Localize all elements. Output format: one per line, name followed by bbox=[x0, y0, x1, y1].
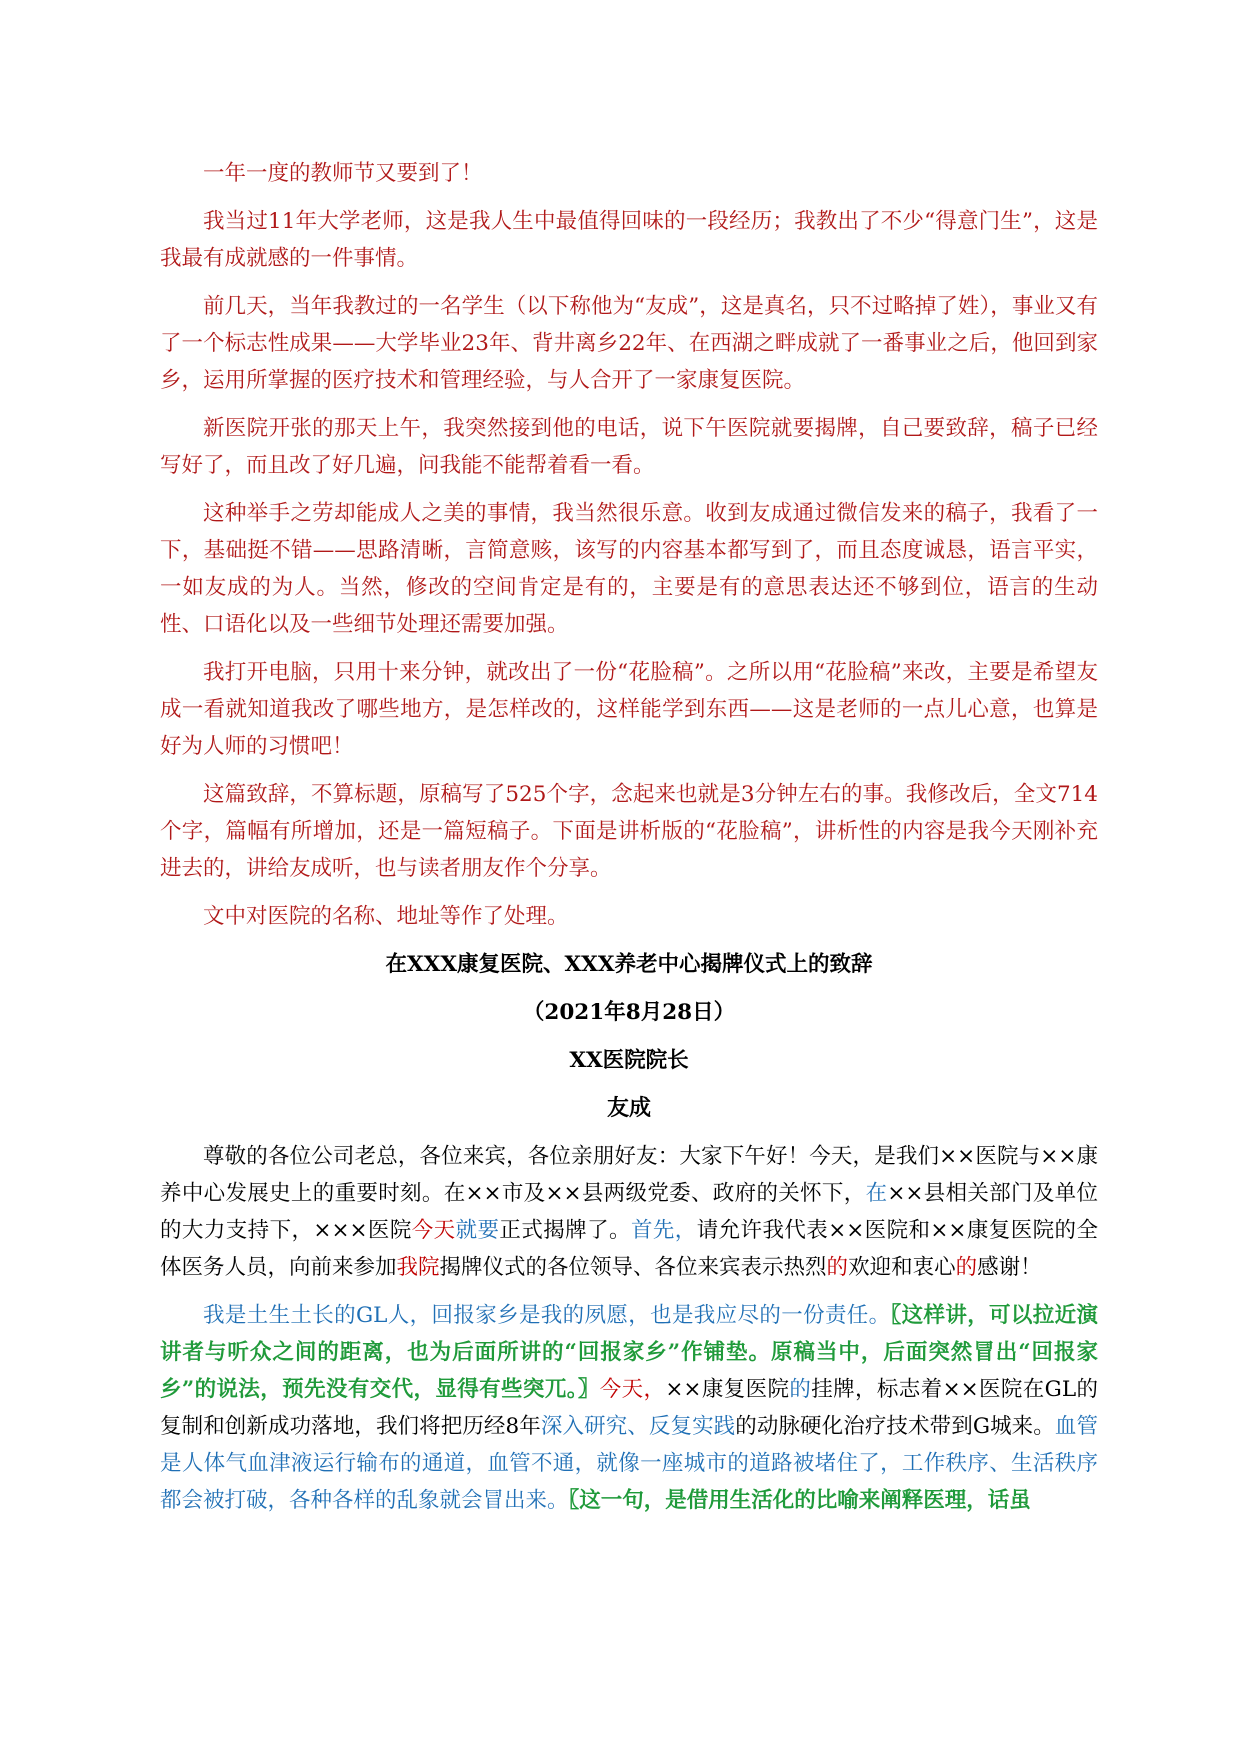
editor-comment: 〖这一句，是借用生活化的比喻来阐释医理，话虽 bbox=[568, 1488, 1031, 1513]
speech-insertion: 首先， bbox=[630, 1218, 697, 1243]
speech-text: ××县相关部门及单位的大力支持下，×××医院 bbox=[160, 1181, 1098, 1243]
intro-paragraph-8: 文中对医院的名称、地址等作了处理。 bbox=[203, 904, 569, 929]
editor-comment: 〖这样讲，可以拉近演讲者与听众之间的距离，也为后面所讲的“回报家乡”作铺垫。原稿当中，后面突然冒出“回报家乡”的说法，预先没有交代，显得有些突兀。〗 bbox=[160, 1303, 1098, 1402]
speaker-role: XX医院院长 bbox=[569, 1048, 689, 1073]
speech-insertion: 的 bbox=[826, 1255, 849, 1280]
speech-paragraph-2 bbox=[160, 1297, 1098, 1519]
speech-text: 请允许我代表××医院和××康复医院的全体医务人员，向前来参加 bbox=[160, 1218, 1098, 1280]
intro-paragraph-5: 这种举手之劳却能成人之美的事情，我当然很乐意。收到友成通过微信发来的稿子，我看了一下，基础挺不错——思路清晰，言简意赅，该写的内容基本都写到了，而且态度诚恳，语言平实，一如友成的为人。当然，修改的空间肯定是有的，主要是有的意思表达还不够到位，语言的生动性、口语化以及一些细节处理还需要加强。 bbox=[160, 501, 1098, 637]
intro-paragraph-6: 我打开电脑，只用十来分钟，就改出了一份“花脸稿”。之所以用“花脸稿”来改，主要是希望友成一看就知道我改了哪些地方，是怎样改的，这样能学到东西——这是老师的一点儿心意，也算是好为人师的习惯吧！ bbox=[160, 660, 1098, 759]
intro-paragraph-1: 一年一度的教师节又要到了！ bbox=[203, 161, 483, 186]
intro-paragraph-3: 前几天，当年我教过的一名学生（以下称他为“友成”，这是真名，只不过略掉了姓），事业又有了一个标志性成果——大学毕业23年、背井离乡22年、在西湖之畔成就了一番事业之后，他回到家乡，运用所掌握的医疗技术和管理经验，与人合开了一家康复医院。 bbox=[160, 294, 1098, 393]
speech-text: 揭牌仪式的各位领导、各位来宾表示热烈 bbox=[439, 1255, 827, 1280]
speaker-name: 友成 bbox=[606, 1095, 651, 1121]
speech-insertion: 深入研究、反复实践 bbox=[540, 1414, 736, 1439]
speech-insertion: 血管是人体气血津液运行输布的通道，血管不通，就像一座城市的道路被堵住了，工作秩序、生活秩序都会被打破，各种各样的乱象就会冒出来。 bbox=[160, 1414, 1098, 1513]
intro-paragraph-4: 新医院开张的那天上午，我突然接到他的电话，说下午医院就要揭牌，自己要致辞，稿子已经写好了，而且改了好几遍，问我能不能帮着看一看。 bbox=[160, 416, 1098, 478]
speech-title: 在XXX康复医院、XXX养老中心揭牌仪式上的致辞 bbox=[385, 952, 873, 977]
speech-paragraph-1 bbox=[160, 1138, 1098, 1286]
intro-paragraph-7: 这篇致辞，不算标题，原稿写了525个字，念起来也就是3分钟左右的事。我修改后，全文714个字，篇幅有所增加，还是一篇短稿子。下面是讲析版的“花脸稿”，讲析性的内容是我今天刚补充进去的，讲给友成听，也与读者朋友作个分享。 bbox=[160, 782, 1098, 881]
speech-insertion: 在 bbox=[865, 1181, 888, 1206]
speech-text: 尊敬的各位公司老总，各位来宾，各位亲朋好友：大家下午好！今天，是我们××医院与××康养中心发展史上的重要时刻。在××市及××县两级党委、政府的关怀下， bbox=[160, 1144, 1098, 1206]
speech-insertion: 我院 bbox=[396, 1255, 440, 1280]
speech-text: 欢迎和衷心 bbox=[848, 1255, 956, 1280]
speech-text: 的动脉硬化治疗技术带到G城来。 bbox=[735, 1414, 1055, 1439]
document-page bbox=[160, 155, 1098, 1530]
speech-insertion: 的 bbox=[955, 1255, 978, 1280]
speech-insertion: 今天 bbox=[411, 1218, 456, 1243]
speech-insertion: 就要 bbox=[455, 1218, 500, 1243]
speech-insertion: 今天， bbox=[599, 1377, 666, 1402]
speech-insertion: 的 bbox=[789, 1377, 812, 1402]
intro-paragraph-2: 我当过11年大学老师，这是我人生中最值得回味的一段经历；我教出了不少“得意门生”，这是我最有成就感的一件事情。 bbox=[160, 209, 1098, 271]
speech-text: 感谢！ bbox=[977, 1255, 1042, 1280]
speech-text: ××康复医院 bbox=[665, 1377, 790, 1402]
speech-insertion: 我是土生土长的GL人，回报家乡是我的夙愿，也是我应尽的一份责任。 bbox=[203, 1303, 891, 1328]
speech-date: （2021年8月28日） bbox=[522, 1000, 736, 1025]
speech-text: 正式揭牌了。 bbox=[499, 1218, 631, 1243]
speech-text: 挂牌，标志着××医院在GL的复制和创新成功落地，我们将把历经8年 bbox=[160, 1377, 1098, 1439]
